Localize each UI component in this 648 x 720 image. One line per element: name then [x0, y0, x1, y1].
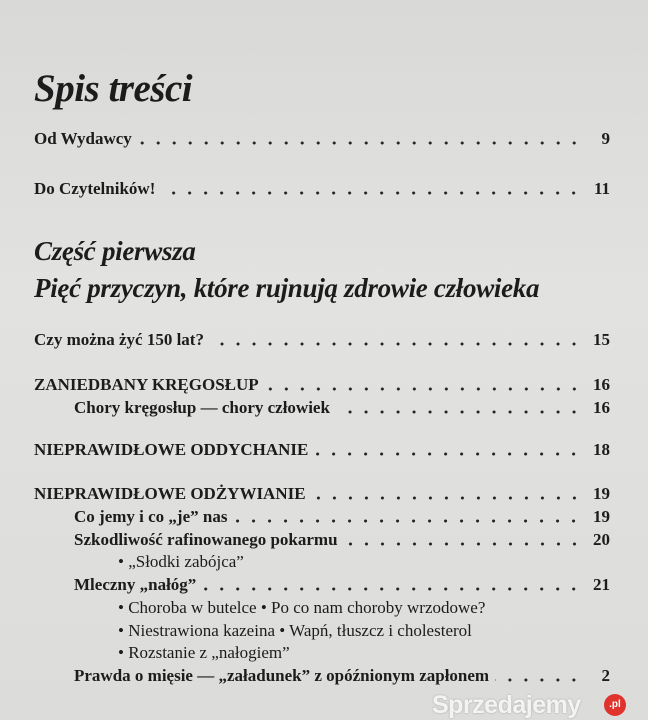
part-subtitle: Pięć przyczyn, które rujnują zdrowie człowieka	[34, 273, 540, 303]
part-heading: Część pierwsza	[34, 236, 196, 266]
entry-page: 15	[593, 330, 610, 349]
entry-page: 21	[593, 575, 610, 594]
leader-dots	[202, 574, 582, 596]
toc-subtopic: • Choroba w butelce • Po co nam choroby wrzodowe?	[118, 598, 486, 617]
entry-label: Prawda o mięsie — „załadunek” z opóźnionym zapłonem	[74, 666, 490, 685]
toc-entry	[74, 529, 610, 551]
leader-dots	[344, 529, 582, 551]
toc-entry	[74, 574, 610, 596]
entry-label: NIEPRAWIDŁOWE ODŻYWIANIE	[34, 484, 306, 503]
entry-page: 19	[593, 484, 610, 503]
toc-entry	[74, 397, 610, 419]
entry-page: 18	[593, 440, 610, 459]
leader-dots	[495, 665, 582, 687]
toc-chapter	[34, 374, 610, 396]
toc-entry	[34, 329, 610, 351]
leader-dots	[312, 483, 582, 505]
leader-dots	[138, 128, 582, 150]
leader-dots	[233, 506, 582, 528]
entry-label: Chory kręgosłup — chory człowiek	[74, 398, 330, 417]
entry-page: 19	[593, 507, 610, 526]
toc-entry	[34, 178, 610, 200]
leader-dots	[210, 329, 582, 351]
toc-subtopic: • „Słodki zabójca”	[118, 552, 244, 571]
entry-label: NIEPRAWIDŁOWE ODDYCHANIE	[34, 440, 309, 459]
entry-label: Mleczny „nałóg”	[74, 575, 197, 594]
leader-dots	[336, 397, 582, 419]
page-title: Spis treści	[34, 67, 193, 110]
leader-dots	[161, 178, 582, 200]
toc-entry	[74, 506, 610, 528]
leader-dots	[265, 374, 582, 396]
entry-label: Czy można żyć 150 lat?	[34, 330, 204, 349]
entry-page: 11	[593, 179, 610, 198]
entry-page: 2	[601, 666, 610, 685]
entry-label: Szkodliwość rafinowanego pokarmu	[74, 530, 338, 549]
toc-chapter	[34, 483, 610, 505]
entry-label: ZANIEDBANY KRĘGOSŁUP	[34, 375, 259, 394]
entry-label: Do Czytelników!	[34, 179, 156, 198]
watermark-badge: .pl	[604, 694, 626, 716]
watermark-logo: Sprzedajemy	[432, 691, 581, 719]
toc-subtopic: • Rozstanie z „nałogiem”	[118, 643, 290, 662]
entry-label: Co jemy i co „je” nas	[74, 507, 228, 526]
toc-subtopic: • Niestrawiona kazeina • Wapń, tłuszcz i cholesterol	[118, 621, 472, 640]
toc-chapter	[34, 439, 610, 461]
toc-entry	[34, 128, 610, 150]
entry-page: 20	[593, 530, 610, 549]
entry-page: 16	[593, 375, 610, 394]
toc-entry	[74, 665, 610, 687]
leader-dots	[314, 439, 582, 461]
entry-page: 16	[593, 398, 610, 417]
entry-page: 9	[601, 129, 610, 148]
entry-label: Od Wydawcy	[34, 129, 132, 148]
